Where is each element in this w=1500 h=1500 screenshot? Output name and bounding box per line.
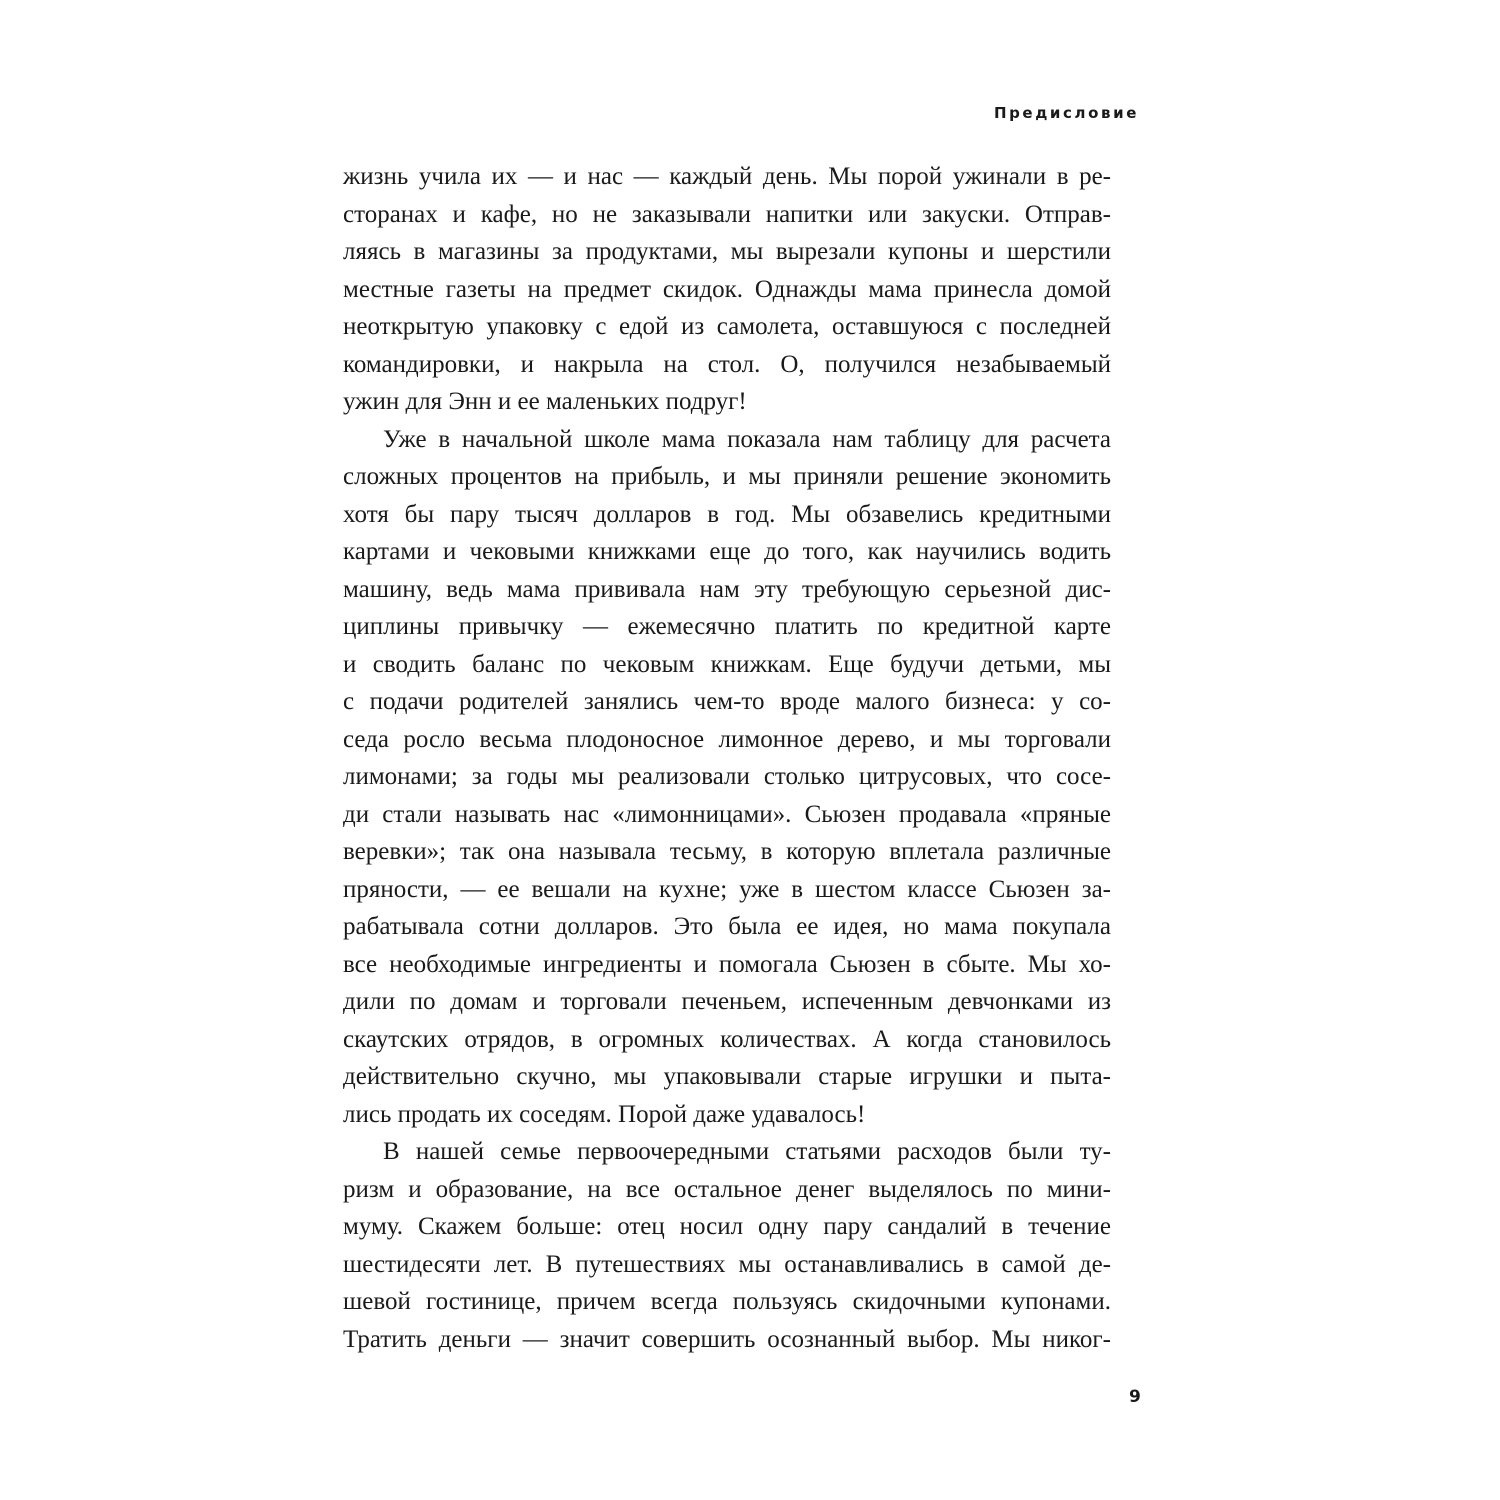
paragraph-end-line: ужин для Энн и ее маленьких подруг! [343, 388, 747, 415]
text-line: седа росло весьма плодоносное лимонное дерево, и мы торговали [343, 725, 1111, 753]
text-line: хотя бы пару тысяч долларов в год. Мы обзавелись кредитными [343, 500, 1111, 528]
text-line: сторанах и кафе, но не заказывали напитки или закуски. Отправ- [343, 200, 1111, 228]
text-line: веревки»; так она называла тесьму, в которую вплетала различные [343, 838, 1111, 865]
paragraph-start-line: Уже в начальной школе мама показала нам таблицу для расчета [383, 425, 1111, 453]
text-line: машину, ведь мама прививала нам эту требующую серьезной дис- [343, 575, 1111, 603]
text-line: все необходимые ингредиенты и помогала Сьюзен в сбыте. Мы хо- [343, 950, 1111, 978]
text-line: неоткрытую упаковку с едой из самолета, оставшуюся с последней [343, 313, 1111, 340]
text-line: рабатывала сотни долларов. Это была ее идея, но мама покупала [343, 913, 1111, 940]
text-line: ризм и образование, на все остальное денег выделялось по мини- [343, 1175, 1111, 1203]
text-line: дили по домам и торговали печеньем, испеченным девчонками из [343, 988, 1111, 1015]
text-line: ляясь в магазины за продуктами, мы вырезали купоны и шерстили [343, 238, 1111, 265]
text-line: сложных процентов на прибыль, и мы приняли решение экономить [343, 463, 1111, 490]
paragraph-end-line: лись продать их соседям. Порой даже удавалось! [343, 1100, 866, 1128]
text-line: пряности, — ее вешали на кухне; уже в шестом классе Сьюзен за- [343, 875, 1111, 903]
text-line: муму. Скажем больше: отец носил одну пару сандалий в течение [343, 1213, 1111, 1240]
body-text [343, 158, 1111, 1358]
text-line: циплины привычку — ежемесячно платить по кредитной карте [343, 613, 1111, 640]
text-line: ди стали называть нас «лимонницами». Сьюзен продавала «пряные [343, 800, 1111, 828]
text-line: лимонами; за годы мы реализовали столько цитрусовых, что сосе- [343, 763, 1111, 790]
text-line: действительно скучно, мы упаковывали старые игрушки и пыта- [343, 1063, 1111, 1090]
text-line: и сводить баланс по чековым книжкам. Еще будучи детьми, мы [343, 650, 1111, 678]
text-line: жизнь учила их — и нас — каждый день. Мы порой ужинали в ре- [343, 163, 1111, 190]
page-number: 9 [1129, 1387, 1141, 1407]
text-line: командировки, и накрыла на стол. О, получился незабываемый [343, 350, 1111, 378]
text-line: местные газеты на предмет скидок. Однажды мама принесла домой [343, 275, 1111, 303]
running-header: Предисловие [993, 104, 1139, 122]
text-line: с подачи родителей занялись чем-то вроде малого бизнеса: у со- [343, 688, 1111, 715]
text-line: шевой гостинице, причем всегда пользуясь скидочными купонами. [343, 1288, 1111, 1315]
text-line: Тратить деньги — значит совершить осознанный выбор. Мы никог- [343, 1325, 1111, 1353]
text-line: картами и чековыми книжками еще до того, как научились водить [343, 538, 1111, 565]
text-line: скаутских отрядов, в огромных количествах. А когда становилось [343, 1025, 1111, 1053]
text-line: шестидесяти лет. В путешествиях мы останавливались в самой де- [343, 1250, 1111, 1278]
paragraph-start-line: В нашей семье первоочередными статьями расходов были ту- [383, 1138, 1111, 1165]
